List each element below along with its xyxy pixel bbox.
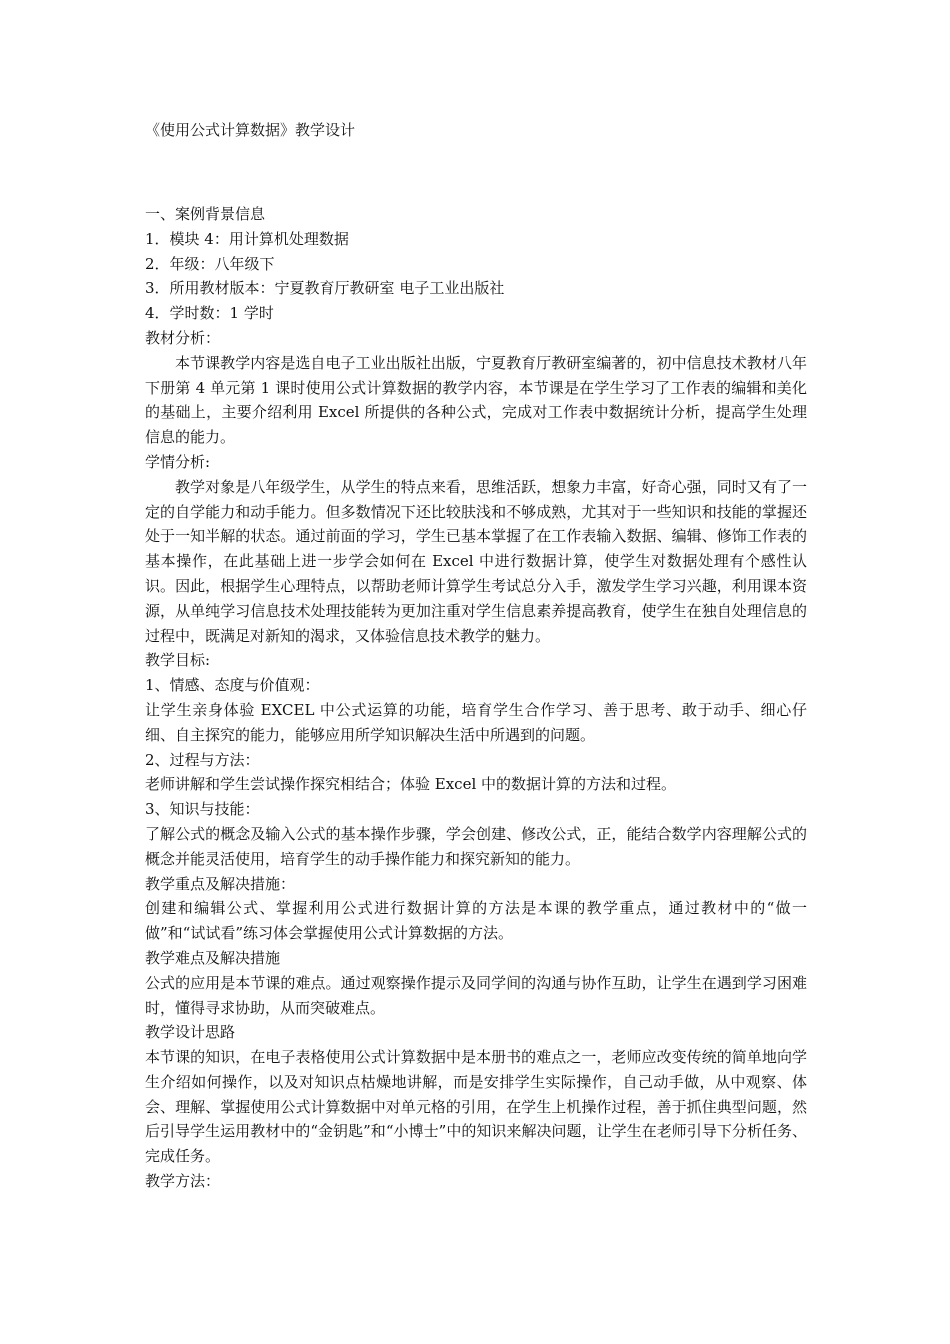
- document-body: [145, 202, 807, 1194]
- text-line: 2．年级：八年级下: [145, 254, 275, 273]
- text-line: 教学难点及解决措施: [145, 948, 281, 967]
- document-page: [145, 118, 807, 1194]
- text-line: 一、案例背景信息: [145, 205, 266, 223]
- text-line: 2、过程与方法：: [145, 750, 260, 769]
- body-paragraph: 教学对象是八年级学生，从学生的特点来看，思维活跃，想象力丰富，好奇心强，同时又有了一定的自学能力和动手能力。但多数情况下还比较肤浅和不够成熟，尤其对于一些知识和技能的掌握还处于一知半解的状态。通过前面的学习，学生已基本掌握了在工作表输入数据、编辑、修饰工作表的基本操作，在此基础上进一步学会如何在 Excel 中进行数据计算，使学生对数据处理有个感性认识。因此，根据学生心理特点，以帮助老师计算学生考试总分入手，激发学生学习兴趣，利用课本资源，从单纯学习信息技术处理技能转为更加注重对学生信息素养提高教育，使学生在独自处理信息的过程中，既满足对新知的渴求，又体验信息技术教学的魅力。: [145, 477, 807, 645]
- body-paragraph: 了解公式的概念及输入公式的基本操作步骤，学会创建、修改公式，正，能结合数学内容理解公式的概念并能灵活使用，培育学生的动手操作能力和探究新知的能力。: [145, 824, 807, 868]
- text-line: 教材分析：: [145, 328, 221, 347]
- body-paragraph: 本节课的知识，在电子表格使用公式计算数据中是本册书的难点之一，老师应改变传统的简单地向学生介绍如何操作，以及对知识点枯燥地讲解，而是安排学生实际操作，自己动手做，从中观察、体会、理解、掌握使用公式计算数据中对单元格的引用，在学生上机操作过程，善于抓住典型问题，然后引导学生运用教材中的“金钥匙”和“小博士”中的知识来解决问题，让学生在老师引导下分析任务、完成任务。: [145, 1048, 807, 1166]
- text-line: 教学目标:: [145, 651, 211, 670]
- text-line: 4．学时数：1 学时: [145, 304, 274, 323]
- body-paragraph: 公式的应用是本节课的难点。通过观察操作提示及同学间的沟通与协作互助，让学生在遇到学习困难时，懂得寻求协助，从而突破难点。: [145, 973, 807, 1017]
- text-line: 3．所用教材版本：宁夏教育厅教研室 电子工业出版社: [145, 279, 505, 298]
- text-line: 教学重点及解决措施：: [145, 874, 296, 893]
- text-line: 教学设计思路: [145, 1023, 236, 1042]
- body-paragraph: 让学生亲身体验 EXCEL 中公式运算的功能，培育学生合作学习、善于思考、敢于动手、细心仔细、自主探究的能力，能够应用所学知识解决生活中所遇到的问题。: [145, 700, 807, 744]
- text-line: 3、知识与技能：: [145, 800, 260, 819]
- document-title: 《使用公式计算数据》教学设计: [145, 121, 356, 139]
- body-paragraph: 老师讲解和学生尝试操作探究相结合；体验 Excel 中的数据计算的方法和过程。: [145, 775, 677, 794]
- text-line: 学情分析:: [145, 452, 211, 471]
- text-line: 1、情感、态度与价值观：: [145, 676, 320, 695]
- text-line: 1．模块 4：用计算机处理数据: [145, 229, 349, 248]
- body-paragraph: 创建和编辑公式、掌握利用公式进行数据计算的方法是本课的教学重点，通过教材中的“做一做”和“试试看”练习体会掌握使用公式计算数据的方法。: [145, 899, 807, 943]
- text-line: 教学方法：: [145, 1172, 221, 1191]
- body-paragraph: 本节课教学内容是选自电子工业出版社出版，宁夏教育厅教研室编著的，初中信息技术教材八年下册第 4 单元第 1 课时使用公式计算数据的教学内容，本节课是在学生学习了工作表的编辑和美化的基础上，主要介绍利用 Excel 所提供的各种公式，完成对工作表中数据统计分析，提高学生处理信息的能力。: [145, 353, 807, 447]
